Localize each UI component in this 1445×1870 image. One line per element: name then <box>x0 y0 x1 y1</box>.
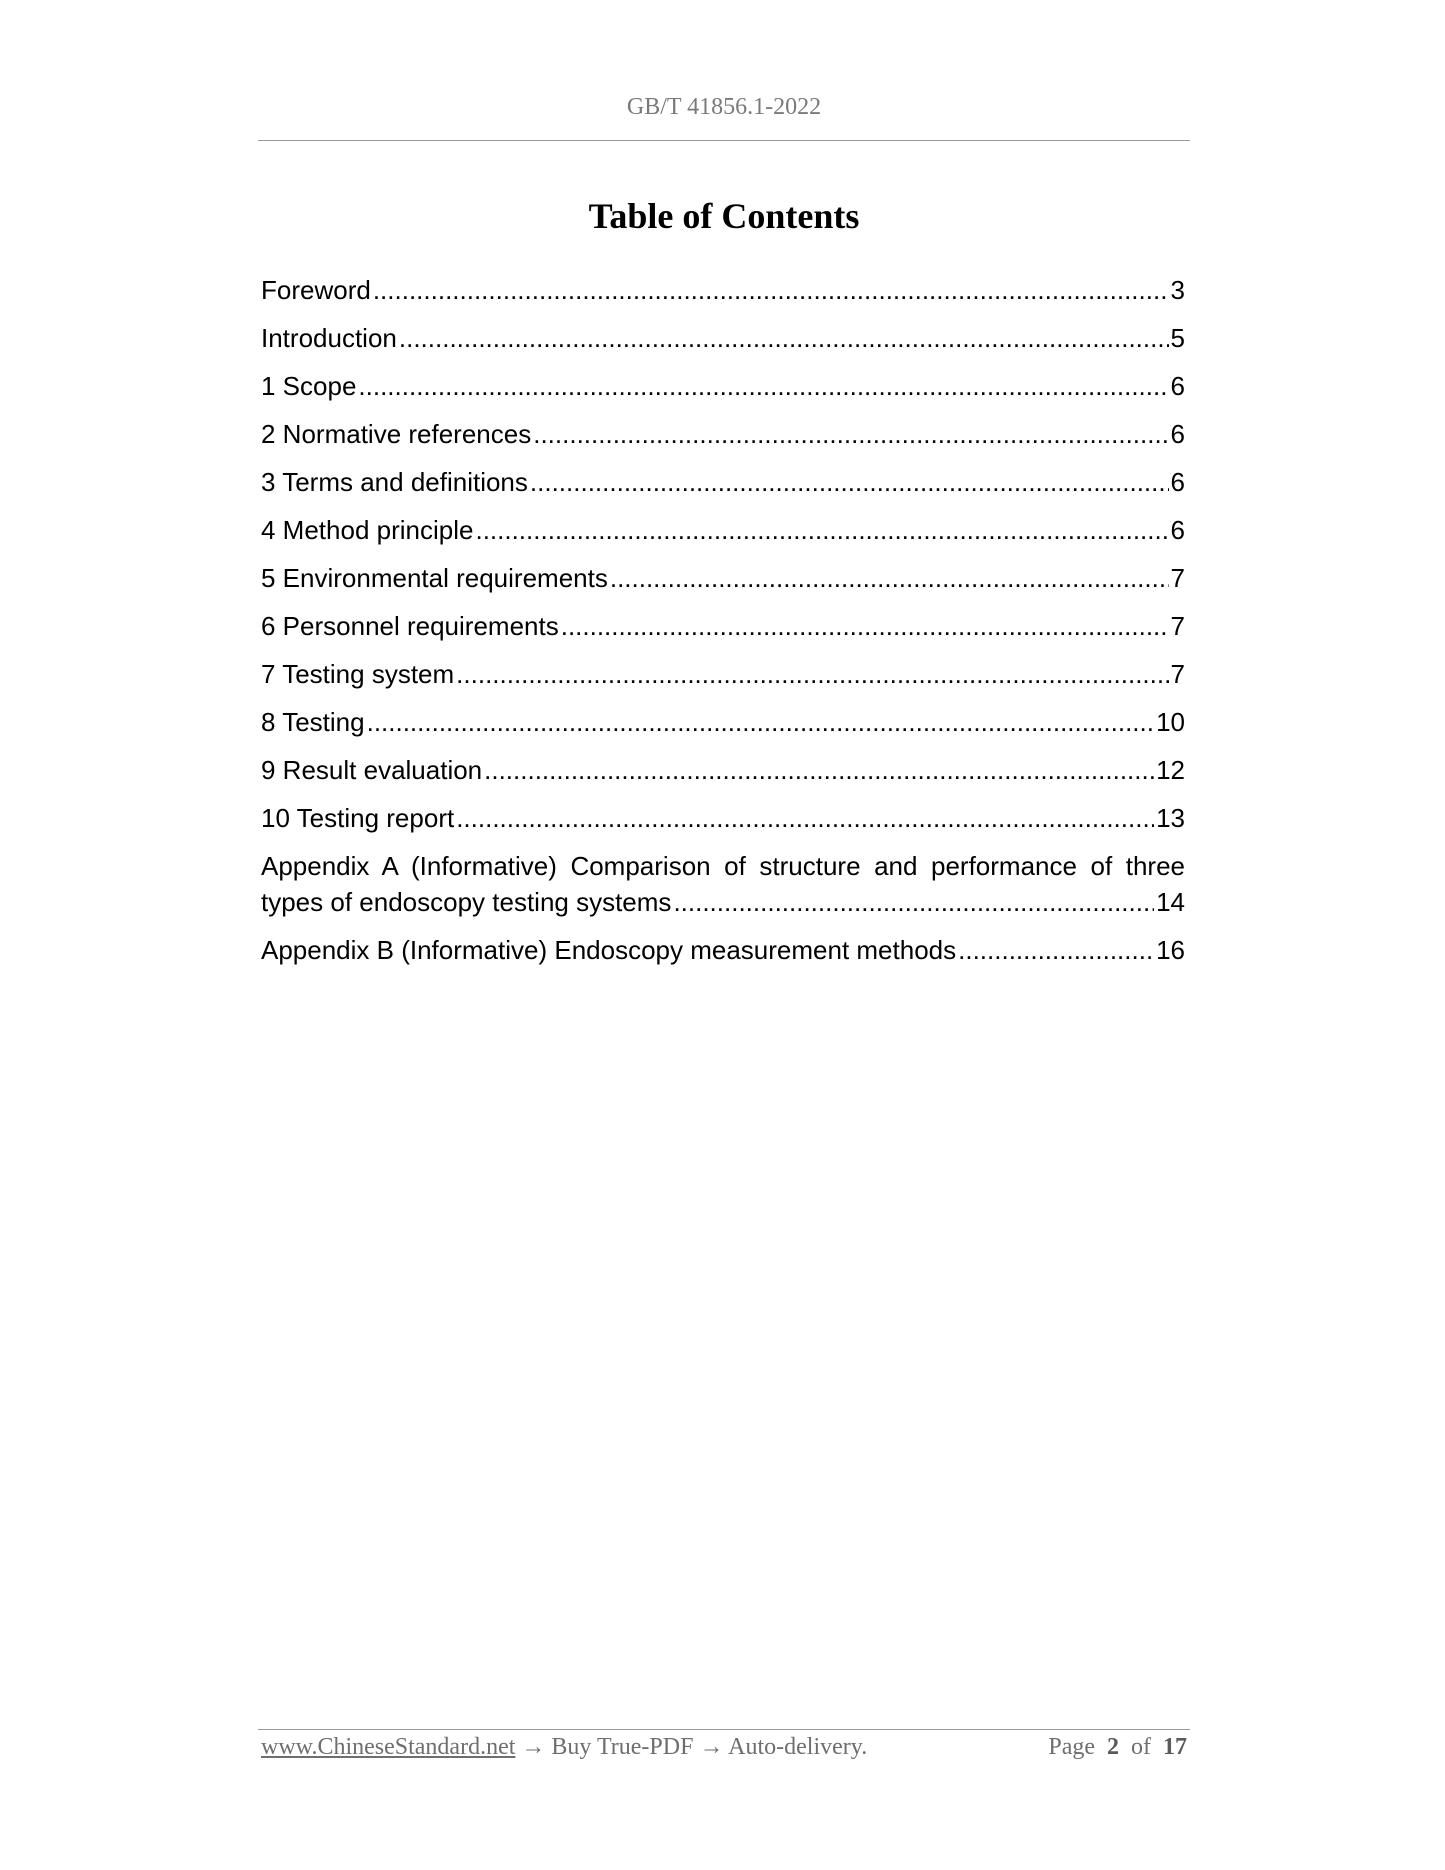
page-title: Table of Contents <box>588 196 860 236</box>
arrow-right-icon: → <box>521 1734 546 1760</box>
footer-divider <box>258 1729 1190 1730</box>
toc-entry-page: 5 <box>1170 323 1185 353</box>
dot-leader <box>456 656 1168 692</box>
dot-leader <box>484 752 1154 788</box>
page-footer <box>261 1734 1187 1761</box>
toc-entry-label: 6 Personnel requirements <box>261 611 559 641</box>
toc-entry-page: 14 <box>1156 887 1185 917</box>
toc-entry-result-evaluation[interactable] <box>261 752 1185 788</box>
toc-entry-personnel-requirements[interactable] <box>261 608 1185 644</box>
document-code-header: GB/T 41856.1-2022 <box>626 94 822 120</box>
toc-entry-appendix-b[interactable] <box>261 932 1185 968</box>
toc-entry-label: Foreword <box>261 275 371 305</box>
dot-leader <box>530 464 1169 500</box>
toc-entry-label: 10 Testing report <box>261 803 455 833</box>
buy-true-pdf-text: Buy True-PDF <box>551 1734 694 1760</box>
toc-entry-appendix-a[interactable] <box>261 848 1185 920</box>
dot-leader <box>958 932 1154 968</box>
toc-entry-testing-system[interactable] <box>261 656 1185 692</box>
footer-promo <box>261 1734 867 1761</box>
toc-entry-page: 6 <box>1170 467 1185 497</box>
of-word: of <box>1131 1734 1151 1760</box>
dot-leader <box>456 800 1154 836</box>
dot-leader <box>399 320 1169 356</box>
toc-entry-label-line1: Appendix A (Informative) Comparison of structure and performance of three <box>261 851 1185 881</box>
toc-entry-normative-references[interactable] <box>261 416 1185 452</box>
toc-entry-introduction[interactable] <box>261 320 1185 356</box>
toc-entry-terms-and-definitions[interactable] <box>261 464 1185 500</box>
page-number <box>1048 1734 1187 1761</box>
dot-leader <box>610 560 1169 596</box>
toc-entry-page: 10 <box>1156 707 1185 737</box>
toc-entry-method-principle[interactable] <box>261 512 1185 548</box>
toc-entry-page: 13 <box>1156 803 1185 833</box>
toc-entry-label: Appendix B (Informative) Endoscopy measurement methods <box>261 935 957 965</box>
dot-leader <box>561 608 1169 644</box>
toc-entry-label: 7 Testing system <box>261 659 455 689</box>
toc-entry-label: 3 Terms and definitions <box>261 467 528 497</box>
toc-entry-label: 5 Environmental requirements <box>261 563 608 593</box>
total-page-count: 17 <box>1163 1734 1187 1760</box>
table-of-contents <box>261 272 1185 980</box>
toc-entry-foreword[interactable] <box>261 272 1185 308</box>
auto-delivery-text: Auto-delivery. <box>728 1734 868 1760</box>
header-divider <box>258 140 1190 141</box>
toc-entry-testing[interactable] <box>261 704 1185 740</box>
toc-entry-label: 1 Scope <box>261 371 357 401</box>
toc-entry-page: 12 <box>1156 755 1185 785</box>
toc-entry-page: 3 <box>1170 275 1185 305</box>
toc-entry-label: 2 Normative references <box>261 419 532 449</box>
toc-entry-page: 7 <box>1170 563 1185 593</box>
page-word: Page <box>1048 1734 1095 1760</box>
toc-entry-page: 6 <box>1170 515 1185 545</box>
toc-entry-label: Introduction <box>261 323 397 353</box>
toc-entry-page: 7 <box>1170 659 1185 689</box>
toc-entry-page: 16 <box>1156 935 1185 965</box>
chinesestandard-link[interactable]: www.ChineseStandard.net <box>261 1734 516 1760</box>
toc-entry-label-line2: types of endoscopy testing systems <box>261 887 672 917</box>
toc-entry-label: 8 Testing <box>261 707 365 737</box>
toc-entry-testing-report[interactable] <box>261 800 1185 836</box>
toc-entry-environmental-requirements[interactable] <box>261 560 1185 596</box>
dot-leader <box>533 416 1168 452</box>
toc-entry-label: 9 Result evaluation <box>261 755 483 785</box>
toc-entry-page: 6 <box>1170 419 1185 449</box>
dot-leader <box>373 272 1169 308</box>
dot-leader <box>367 704 1154 740</box>
current-page-number: 2 <box>1107 1734 1119 1760</box>
toc-entry-page: 6 <box>1170 371 1185 401</box>
arrow-right-icon: → <box>699 1734 724 1760</box>
dot-leader <box>358 368 1168 404</box>
dot-leader <box>673 884 1154 920</box>
toc-entry-label: 4 Method principle <box>261 515 474 545</box>
dot-leader <box>475 512 1168 548</box>
toc-entry-scope[interactable] <box>261 368 1185 404</box>
toc-entry-page: 7 <box>1170 611 1185 641</box>
